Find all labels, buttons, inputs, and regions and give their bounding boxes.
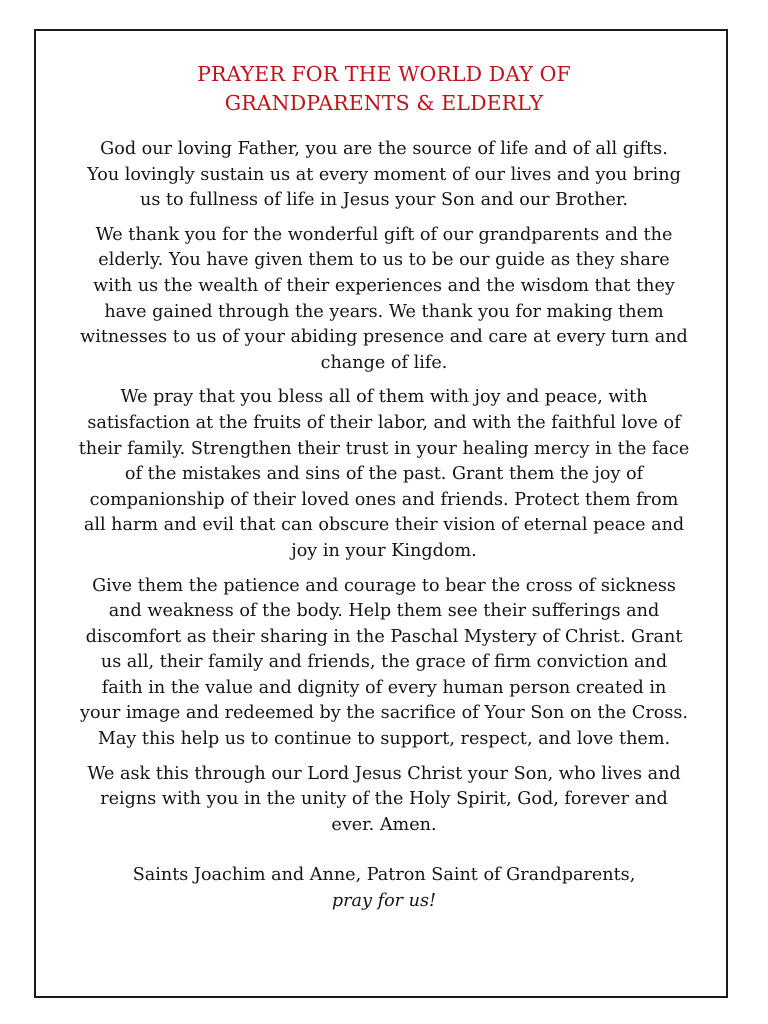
text-line: elderly. You have given them to us to be our guide as they share (98, 250, 670, 271)
title-line: PRAYER FOR THE WORLD DAY OF (197, 62, 571, 86)
text-line: of the mistakes and sins of the past. Grant them the joy of (124, 464, 644, 485)
page-title (58, 60, 710, 118)
closing-line: Saints Joachim and Anne, Patron Saint of Grandparents, (132, 865, 636, 886)
text-line: joy in your Kingdom. (291, 540, 477, 561)
closing-response: pray for us! (331, 891, 437, 912)
text-line: with us the wealth of their experiences and the wisdom that they (93, 275, 675, 296)
prayer-document (58, 60, 710, 915)
text-line: faith in the value and dignity of every human person created in (101, 677, 667, 698)
text-line: witnesses to us of your abiding presence and care at every turn and (80, 327, 688, 348)
text-line: Give them the patience and courage to bear the cross of sickness (92, 575, 676, 596)
text-line: We ask this through our Lord Jesus Christ your Son, who lives and (87, 763, 681, 784)
prayer-paragraph-5 (58, 762, 710, 839)
text-line: May this help us to continue to support, respect, and love them. (97, 729, 671, 750)
closing-invocation (58, 863, 710, 914)
text-line: companionship of their loved ones and friends. Protect them from (89, 489, 679, 510)
text-line: ever. Amen. (331, 814, 437, 835)
prayer-paragraph-3 (58, 385, 710, 564)
text-line: and weakness of the body. Help them see their sufferings and (108, 601, 660, 622)
text-line: You lovingly sustain us at every moment of our lives and you bring (87, 164, 681, 185)
text-line: We thank you for the wonderful gift of our grandparents and the (95, 224, 673, 245)
prayer-paragraph-1 (58, 137, 710, 214)
text-line: reigns with you in the unity of the Holy Spirit, God, forever and (100, 789, 668, 810)
text-line: discomfort as their sharing in the Paschal Mystery of Christ. Grant (85, 626, 683, 647)
text-line: their family. Strengthen their trust in your healing mercy in the face (78, 438, 690, 459)
title-line: GRANDPARENTS & ELDERLY (224, 91, 544, 115)
text-line: satisfaction at the fruits of their labor, and with the faithful love of (87, 412, 681, 433)
prayer-paragraph-4 (58, 574, 710, 753)
prayer-paragraph-2 (58, 223, 710, 377)
text-line: us to fullness of life in Jesus your Son and our Brother. (139, 190, 628, 211)
text-line: God our loving Father, you are the source of life and of all gifts. (100, 139, 668, 159)
text-line: change of life. (320, 352, 448, 373)
text-line: us all, their family and friends, the grace of firm conviction and (100, 652, 668, 673)
text-line: We pray that you bless all of them with joy and peace, with (120, 387, 648, 408)
text-line: your image and redeemed by the sacrifice of Your Son on the Cross. (80, 703, 688, 724)
text-line: have gained through the years. We thank you for making them (104, 301, 664, 322)
text-line: all harm and evil that can obscure their vision of eternal peace and (83, 515, 685, 536)
